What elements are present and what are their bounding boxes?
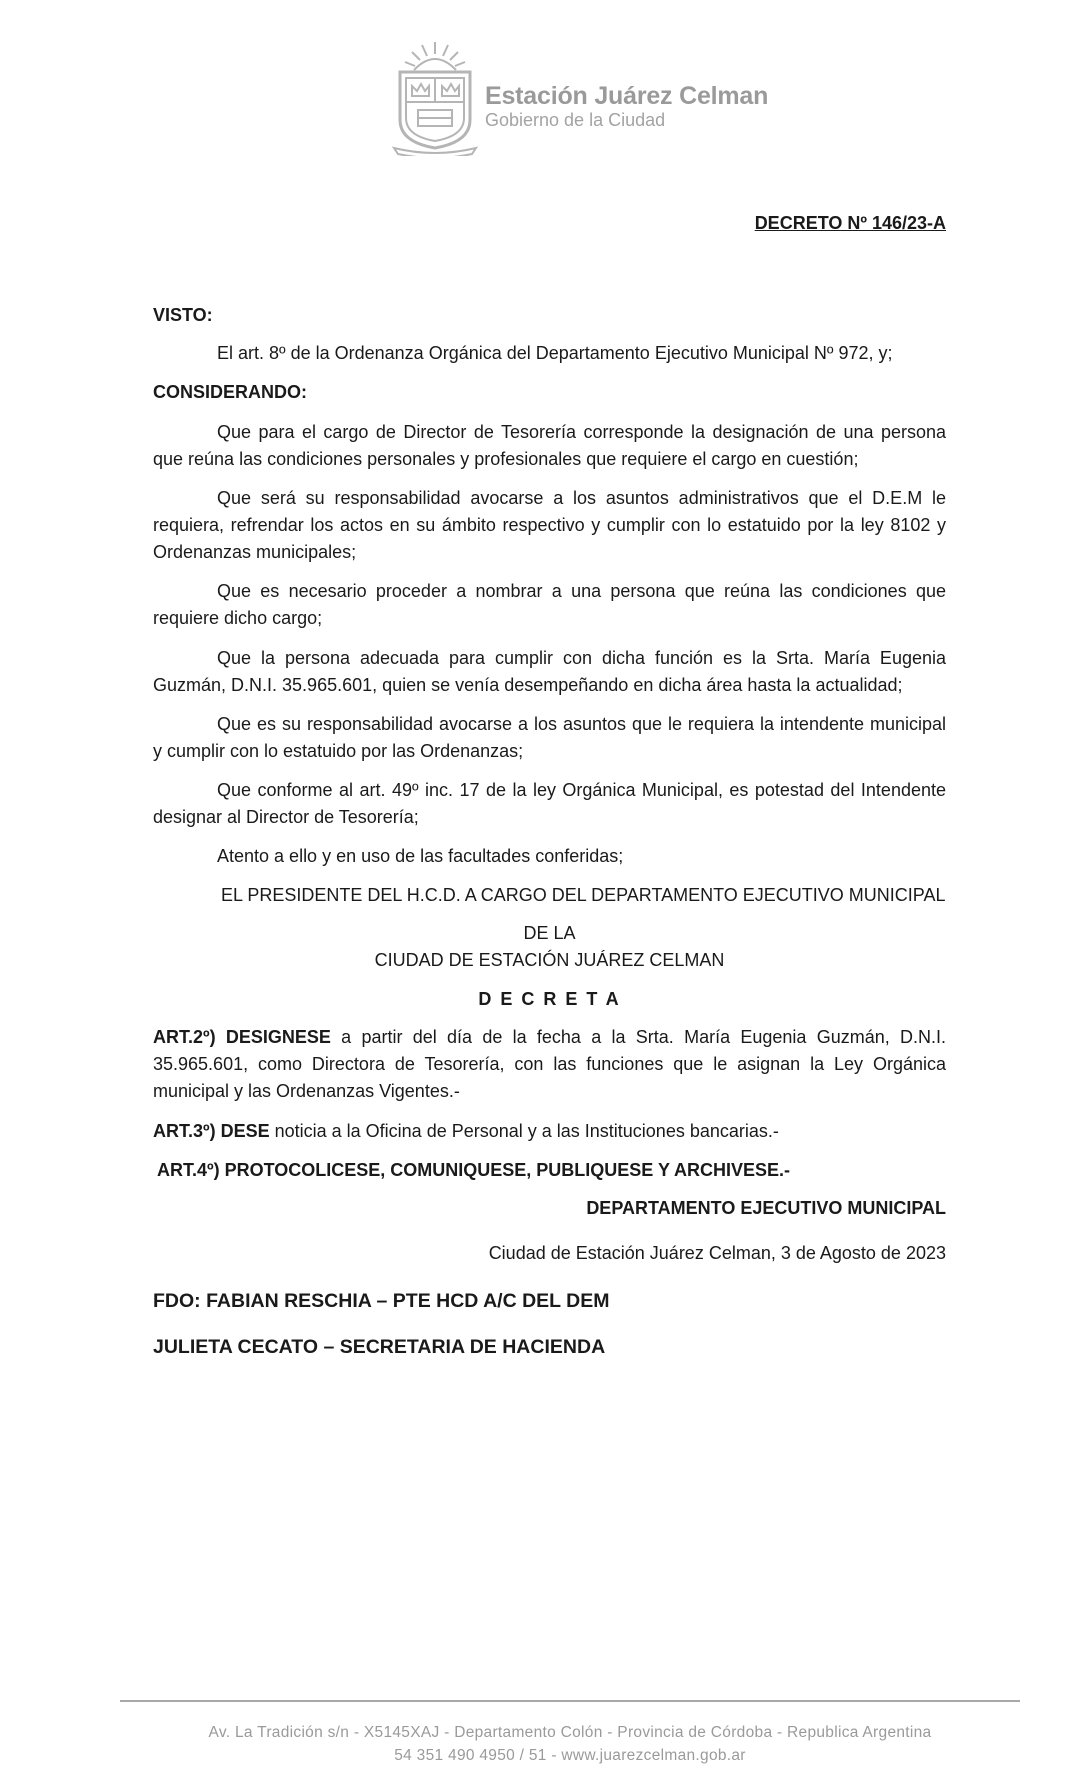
article-4 <box>157 1157 950 1184</box>
article-text: a partir del día de la fecha a la Srta. María Eugenia Guzmán, D.N.I. 35.965.601, como Directora de Tesorería, con las funciones que le asignan la Ley Orgánica municipal y las Ordenanzas Vigentes.- <box>153 1027 947 1101</box>
authority-line: DE LA <box>523 923 576 943</box>
considerando-paragraph: Atento a ello y en uso de las facultades conferidas; <box>217 846 624 866</box>
article-3 <box>153 1118 946 1145</box>
place-date: Ciudad de Estación Juárez Celman, 3 de Agosto de 2023 <box>488 1243 946 1263</box>
considerando-paragraph: Que conforme al art. 49º inc. 17 de la ley Orgánica Municipal, es potestad del Intendente designar al Director de Tesorería; <box>153 780 946 827</box>
brand-subtitle: Gobierno de la Ciudad <box>485 110 666 130</box>
considerando-heading: CONSIDERANDO: <box>153 382 308 402</box>
signature-line: FDO: FABIAN RESCHIA – PTE HCD A/C DEL DEM <box>153 1290 610 1312</box>
authority-line: CIUDAD DE ESTACIÓN JUÁREZ CELMAN <box>374 950 725 970</box>
article-2 <box>153 1024 946 1105</box>
article-label: ART.4º) PROTOCOLICESE, COMUNIQUESE, PUBLIQUESE Y ARCHIVESE.- <box>157 1160 791 1180</box>
footer-address: Av. La Tradición s/n - X5145XAJ - Departamento Colón - Provincia de Córdoba - Republica Argentina <box>208 1724 932 1741</box>
municipal-logo <box>392 40 772 160</box>
department-label: DEPARTAMENTO EJECUTIVO MUNICIPAL <box>586 1198 946 1218</box>
footer-contact: 54 351 490 4950 / 51 - www.juarezcelman.gob.ar <box>394 1747 746 1764</box>
article-text: noticia a la Oficina de Personal y a las Instituciones bancarias.- <box>269 1121 779 1141</box>
visto-text: El art. 8º de la Ordenanza Orgánica del Departamento Ejecutivo Municipal Nº 972, y; <box>217 343 893 363</box>
decree-number: DECRETO Nº 146/23-A <box>754 213 946 233</box>
authority-line: EL PRESIDENTE DEL H.C.D. A CARGO DEL DEPARTAMENTO EJECUTIVO MUNICIPAL <box>221 885 946 905</box>
signature-line: JULIETA CECATO – SECRETARIA DE HACIENDA <box>153 1336 606 1358</box>
article-label: ART.2º) DESIGNESE <box>153 1027 331 1047</box>
brand-name: Estación Juárez Celman <box>485 82 769 110</box>
considerando-paragraph: Que es necesario proceder a nombrar a una persona que reúna las condiciones que requiere dicho cargo; <box>153 581 946 628</box>
considerando-paragraph: Que es su responsabilidad avocarse a los asuntos que le requiera la intendente municipal y cumplir con lo estatuido por las Ordenanzas; <box>153 714 946 761</box>
footer-divider <box>120 1700 1020 1702</box>
considerando-paragraph: Que para el cargo de Director de Tesorería corresponde la designación de una persona que reúna las condiciones personales y profesionales que requiere el cargo en cuestión; <box>153 422 946 469</box>
decreta-heading: D E C R E T A <box>478 989 621 1009</box>
visto-heading: VISTO: <box>153 305 213 325</box>
coat-of-arms-icon <box>392 40 478 156</box>
considerando-paragraph: Que será su responsabilidad avocarse a los asuntos administrativos que el D.E.M le requiera, refrendar los actos en su ámbito respectivo y cumplir con lo estatuido por la ley 8102 y Ordenanzas municipales; <box>153 488 946 562</box>
considerando-paragraph: Que la persona adecuada para cumplir con dicha función es la Srta. María Eugenia Guzmán, D.N.I. 35.965.601, quien se venía desempeñando en dicha área hasta la actualidad; <box>153 648 946 695</box>
article-label: ART.3º) DESE <box>153 1121 270 1141</box>
